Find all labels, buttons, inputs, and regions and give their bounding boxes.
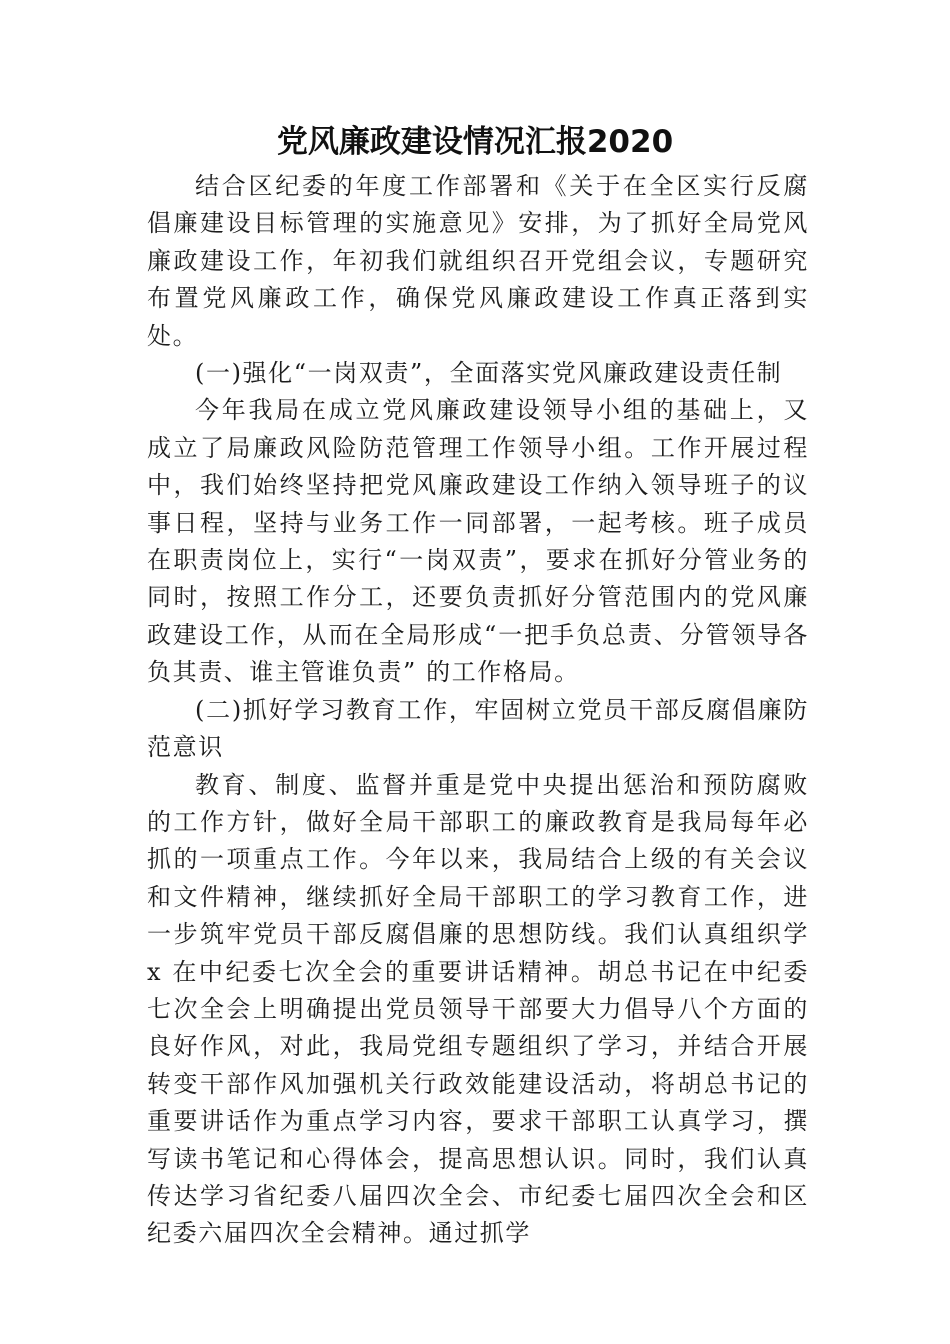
paragraph-intro: 结合区纪委的年度工作部署和《关于在全区实行反腐倡廉建设目标管理的实施意见》安排，为了抓好全局党风廉政建设工作，年初我们就组织召开党组会议，专题研究布置党风廉政工作，确保党风廉政建设工作真正落到实处。 (147, 172, 809, 350)
document-body (147, 168, 809, 1253)
document-title: 党风廉政建设情况汇报2020 (276, 124, 674, 160)
paragraph-section-2: 教育、制度、监督并重是党中央提出惩治和预防腐败的工作方针，做好全局干部职工的廉政教育是我局每年必抓的一项重点工作。今年以来，我局结合上级的有关会议和文件精神，继续抓好全局干部职工的学习教育工作，进一步筑牢党员干部反腐倡廉的思想防线。我们认真组织学 x 在中纪委七次全会的重要讲话精神。胡总书记在中纪委七次全会上明确提出党员领导干部要大力倡导八个方面的良好作风，对此，我局党组专题组织了学习，并结合开展转变干部作风加强机关行政效能建设活动，将胡总书记的重要讲话作为重点学习内容，要求干部职工认真学习，撰写读书笔记和心得体会，提高思想认识。同时，我们认真传达学习省纪委八届四次全会、市纪委七届四次全会和区纪委六届四次全会精神。通过抓学 (147, 770, 809, 1248)
paragraph-section-1: 今年我局在成立党风廉政建设领导小组的基础上，又成立了局廉政风险防范管理工作领导小组。工作开展过程中，我们始终坚持把党风廉政建设工作纳入领导班子的议事日程，坚持与业务工作一同部署，一起考核。班子成员在职责岗位上，实行“一岗双责”，要求在抓好分管业务的同时，按照工作分工，还要负责抓好分管范围内的党风廉政建设工作，从而在全局形成“一把手负总责、分管领导各负其责、谁主管谁负责” 的工作格局。 (147, 396, 809, 687)
section-heading-1: (一)强化“一岗双责”，全面落实党风廉政建设责任制 (195, 359, 783, 388)
section-heading-2: (二)抓好学习教育工作，牢固树立党员干部反腐倡廉防范意识 (147, 695, 809, 762)
